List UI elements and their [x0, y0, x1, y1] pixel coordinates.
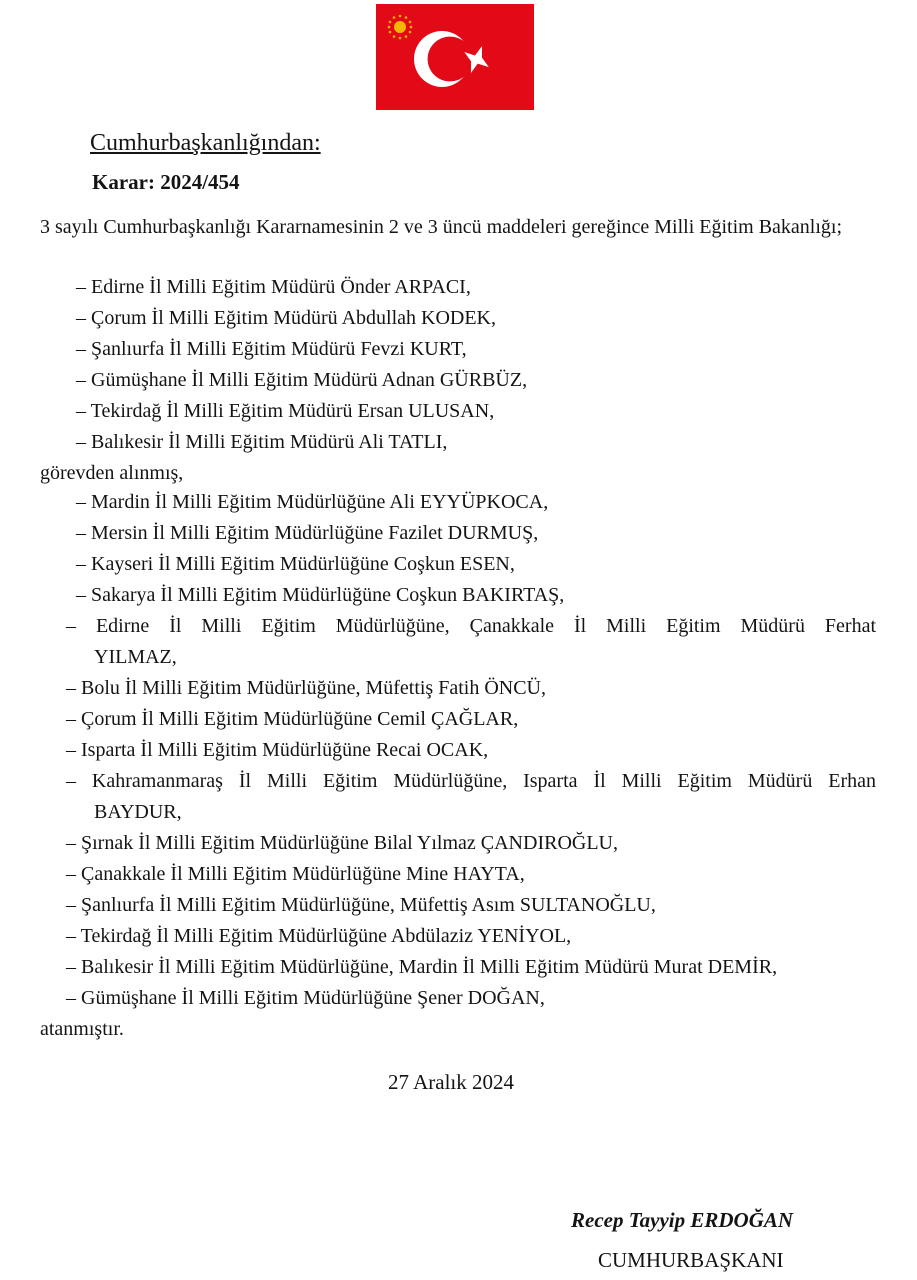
appointed-item-continuation: BAYDUR, — [94, 801, 182, 823]
appointed-item: – Kayseri İl Milli Eğitim Müdürlüğüne Coşkun ESEN, — [76, 553, 515, 575]
appointed-item: – Isparta İl Milli Eğitim Müdürlüğüne Recai OCAK, — [66, 739, 489, 761]
appointed-item: – Tekirdağ İl Milli Eğitim Müdürlüğüne Abdülaziz YENİYOL, — [66, 925, 572, 947]
appointed-item: – Çanakkale İl Milli Eğitim Müdürlüğüne Mine HAYTA, — [66, 863, 525, 885]
decision-date: 27 Aralık 2024 — [388, 1070, 514, 1094]
signer-title: CUMHURBAŞKANI — [598, 1248, 784, 1272]
appointed-item: – Edirne İl Milli Eğitim Müdürlüğüne, Çanakkale İl Milli Eğitim Müdürü Ferhat — [66, 615, 876, 637]
dismissed-item: – Balıkesir İl Milli Eğitim Müdürü Ali TATLI, — [76, 431, 448, 453]
dismissed-item: – Edirne İl Milli Eğitim Müdürü Önder ARPACI, — [76, 276, 471, 298]
appointed-item: – Şanlıurfa İl Milli Eğitim Müdürlüğüne, Müfettiş Asım SULTANOĞLU, — [66, 894, 656, 916]
appointed-item: – Gümüşhane İl Milli Eğitim Müdürlüğüne Şener DOĞAN, — [66, 987, 545, 1009]
dismissed-item: – Çorum İl Milli Eğitim Müdürü Abdullah KODEK, — [76, 307, 496, 329]
dismissed-item: – Şanlıurfa İl Milli Eğitim Müdürü Fevzi KURT, — [76, 338, 467, 360]
appointed-closing: atanmıştır. — [40, 1018, 124, 1040]
appointed-item: – Şırnak İl Milli Eğitim Müdürlüğüne Bilal Yılmaz ÇANDIROĞLU, — [66, 832, 618, 854]
appointed-item-continuation: YILMAZ, — [94, 646, 177, 668]
appointed-item: – Kahramanmaraş İl Milli Eğitim Müdürlüğüne, Isparta İl Milli Eğitim Müdürü Erhan — [66, 770, 876, 792]
appointed-item: – Çorum İl Milli Eğitim Müdürlüğüne Cemil ÇAĞLAR, — [66, 708, 519, 730]
turkish-flag-icon — [376, 4, 534, 110]
dismissed-item: – Gümüşhane İl Milli Eğitim Müdürü Adnan GÜRBÜZ, — [76, 369, 528, 391]
signer-name: Recep Tayyip ERDOĞAN — [571, 1208, 794, 1232]
appointed-item: – Mersin İl Milli Eğitim Müdürlüğüne Fazilet DURMUŞ, — [76, 522, 539, 544]
dismissed-item: – Tekirdağ İl Milli Eğitim Müdürü Ersan ULUSAN, — [76, 400, 495, 422]
intro-paragraph: 3 sayılı Cumhurbaşkanlığı Kararnamesinin 2 ve 3 üncü maddeleri gereğince Milli Eğitim Bakanlığı; — [40, 216, 843, 238]
decision-number: Karar: 2024/454 — [92, 170, 240, 194]
appointed-item: – Mardin İl Milli Eğitim Müdürlüğüne Ali EYYÜPKOCA, — [76, 491, 549, 513]
dismissed-closing: görevden alınmış, — [40, 462, 184, 484]
appointed-item: – Bolu İl Milli Eğitim Müdürlüğüne, Müfettiş Fatih ÖNCÜ, — [66, 677, 546, 699]
appointed-item: – Balıkesir İl Milli Eğitim Müdürlüğüne, Mardin İl Milli Eğitim Müdürü Murat DEMİR, — [66, 956, 778, 978]
institution-heading: Cumhurbaşkanlığından: — [90, 130, 321, 156]
appointed-item: – Sakarya İl Milli Eğitim Müdürlüğüne Coşkun BAKIRTAŞ, — [76, 584, 565, 606]
